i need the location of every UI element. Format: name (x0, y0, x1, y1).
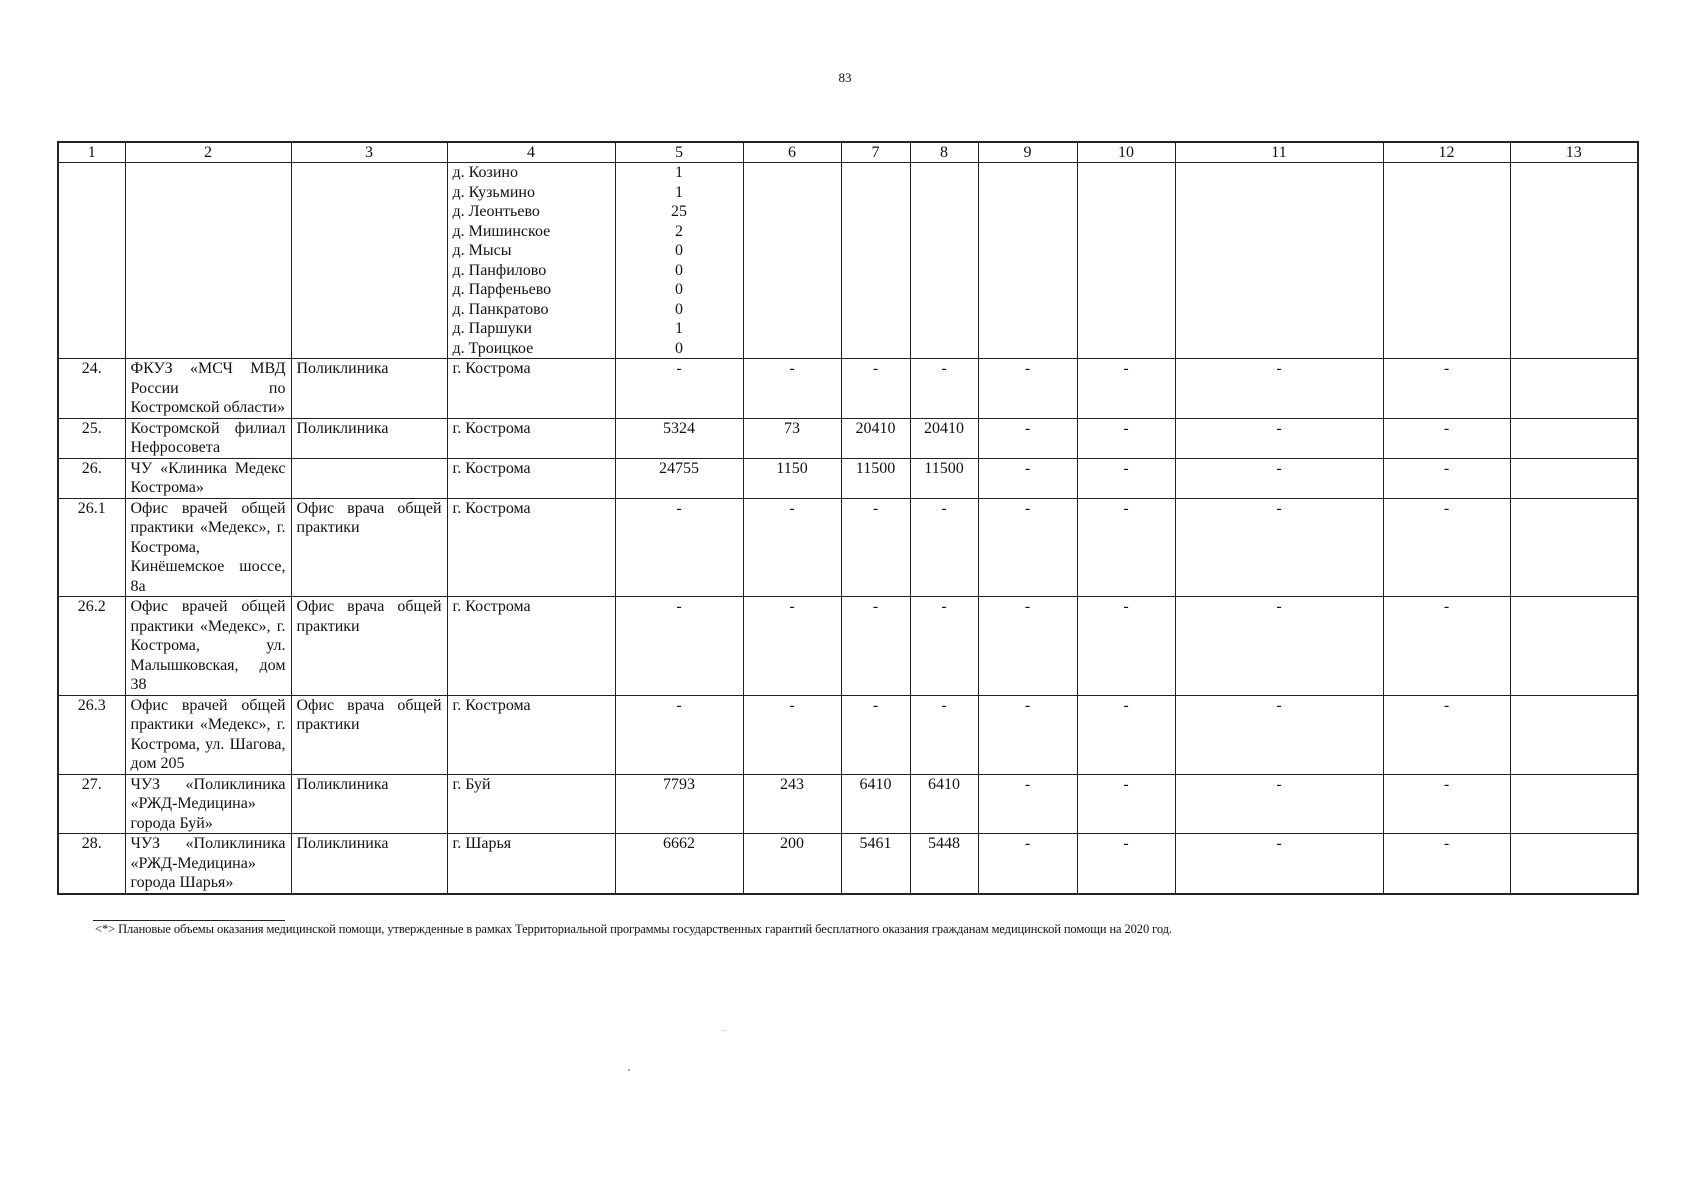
location: г. Кострома (447, 597, 615, 696)
village-value: 0 (675, 242, 683, 259)
row-number: 26.3 (58, 695, 125, 774)
village-name: д. Мишинское (452, 222, 551, 240)
col10-value: - (1077, 597, 1175, 696)
organization-name: ФКУЗ «МСЧ МВД России по Костромской области» (125, 359, 291, 419)
village-name: д. Троицкое (452, 339, 534, 357)
village-value: 0 (675, 339, 683, 357)
col12-value: - (1383, 774, 1510, 834)
village-value: 0 (675, 300, 683, 318)
facility-type (291, 458, 447, 498)
facility-type: Поликлиника (291, 418, 447, 458)
column-header-12: 12 (1383, 142, 1510, 163)
col7-value: - (841, 359, 910, 419)
table-row (58, 418, 1638, 458)
village-name: д. Паршуки (452, 320, 532, 337)
facility-type: Офис врача общей практики (291, 597, 447, 696)
col12-value: - (1383, 695, 1510, 774)
col10-value: - (1077, 418, 1175, 458)
col9-value: - (978, 498, 1077, 597)
col13-value (1510, 695, 1638, 774)
col5-value: 5324 (615, 418, 743, 458)
organization-name: ЧУ «Клиника Медекс Кострома» (125, 458, 291, 498)
col6-value: 200 (743, 834, 841, 894)
column-header-2: 2 (125, 142, 291, 163)
row-number: 24. (58, 359, 125, 419)
scan-speck (724, 1030, 725, 1031)
col8-value: - (910, 695, 978, 774)
col7-value: - (841, 498, 910, 597)
village-value: 1 (675, 320, 683, 337)
village-value: 1 (675, 183, 683, 201)
col10-value: - (1077, 774, 1175, 834)
continuation-name-cell (125, 163, 291, 359)
col10-value: - (1077, 458, 1175, 498)
row-number: 26. (58, 458, 125, 498)
location: г. Кострома (447, 695, 615, 774)
village-name: д. Мысы (452, 242, 512, 259)
facility-type: Поликлиника (291, 834, 447, 894)
col9-value: - (978, 695, 1077, 774)
village-list (447, 163, 615, 359)
col13-value (1510, 418, 1638, 458)
table-row (58, 458, 1638, 498)
column-header-9: 9 (978, 142, 1077, 163)
col8-value: - (910, 498, 978, 597)
col12-value: - (1383, 498, 1510, 597)
village-name: д. Леонтьево (452, 203, 540, 220)
village-values (615, 163, 743, 359)
column-header-11: 11 (1175, 142, 1383, 163)
col11-value: - (1175, 834, 1383, 894)
col8-value: - (910, 597, 978, 696)
facility-type: Офис врача общей практики (291, 498, 447, 597)
col6-value: - (743, 498, 841, 597)
table-row (58, 695, 1638, 774)
col9-value: - (978, 597, 1077, 696)
village-name: д. Козино (452, 164, 518, 181)
table-body (58, 163, 1638, 894)
col7-value: - (841, 597, 910, 696)
col5-value: 7793 (615, 774, 743, 834)
organization-name: Офис врачей общей практики «Медекс», г. Кострома, Кинёшемское шоссе, 8а (125, 498, 291, 597)
header-row (58, 142, 1638, 163)
col13-value (1510, 498, 1638, 597)
col9-value: - (978, 774, 1077, 834)
column-header-7: 7 (841, 142, 910, 163)
col11-value: - (1175, 597, 1383, 696)
col13-value (1510, 597, 1638, 696)
column-header-6: 6 (743, 142, 841, 163)
col10-value: - (1077, 834, 1175, 894)
col12-value: - (1383, 359, 1510, 419)
col10-value: - (1077, 498, 1175, 597)
col12-value: - (1383, 597, 1510, 696)
col13-value (1510, 359, 1638, 419)
col6-value: - (743, 695, 841, 774)
facility-type: Поликлиника (291, 774, 447, 834)
continuation-num-cell (58, 163, 125, 359)
column-header-1: 1 (58, 142, 125, 163)
col9-value: - (978, 458, 1077, 498)
table-row (58, 498, 1638, 597)
row-number: 27. (58, 774, 125, 834)
village-value: 0 (675, 261, 683, 279)
village-name: д. Панкратово (452, 300, 549, 318)
organization-name: Костромской филиал Нефросовета (125, 418, 291, 458)
location: г. Кострома (447, 498, 615, 597)
page-number: 83 (838, 70, 852, 85)
col5-value: - (615, 498, 743, 597)
column-header-10: 10 (1077, 142, 1175, 163)
col7-value: 20410 (841, 418, 910, 458)
organization-name: Офис врачей общей практики «Медекс», г. Кострома, ул. Шагова, дом 205 (125, 695, 291, 774)
column-header-4: 4 (447, 142, 615, 163)
col7-value: 5461 (841, 834, 910, 894)
col9-value: - (978, 359, 1077, 419)
col11-value: - (1175, 498, 1383, 597)
col5-value: - (615, 695, 743, 774)
village-value: 0 (675, 281, 683, 298)
col6-value: - (743, 597, 841, 696)
col6-value: - (743, 359, 841, 419)
col11-value: - (1175, 458, 1383, 498)
col5-value: 6662 (615, 834, 743, 894)
column-header-13: 13 (1510, 142, 1638, 163)
location: г. Шарья (447, 834, 615, 894)
location: г. Кострома (447, 458, 615, 498)
col9-value: - (978, 418, 1077, 458)
col12-value: - (1383, 418, 1510, 458)
col6-value: 1150 (743, 458, 841, 498)
table-row (58, 359, 1638, 419)
location: г. Кострома (447, 359, 615, 419)
organization-name: ЧУЗ «Поликлиника «РЖД-Медицина» города Шарья» (125, 834, 291, 894)
col5-value: - (615, 359, 743, 419)
data-table (57, 141, 1639, 895)
col13-value (1510, 458, 1638, 498)
row-number: 26.1 (58, 498, 125, 597)
organization-name: Офис врачей общей практики «Медекс», г. Кострома, ул. Малышковская, дом 38 (125, 597, 291, 696)
col7-value: 11500 (841, 458, 910, 498)
col12-value: - (1383, 458, 1510, 498)
col9-value: - (978, 834, 1077, 894)
footnote: <*> Плановые объемы оказания медицинской помощи, утвержденные в рамках Территориальной программы государственных гарантий бесплатного оказания гражданам медицинской помощи на 2020 год. (95, 922, 1172, 936)
village-value: 2 (675, 222, 683, 240)
col7-value: 6410 (841, 774, 910, 834)
village-name: д. Кузьмино (452, 183, 535, 201)
col8-value: 5448 (910, 834, 978, 894)
column-header-5: 5 (615, 142, 743, 163)
col10-value: - (1077, 695, 1175, 774)
col13-value (1510, 774, 1638, 834)
facility-type: Офис врача общей практики (291, 695, 447, 774)
organization-name: ЧУЗ «Поликлиника «РЖД-Медицина» города Буй» (125, 774, 291, 834)
table-row (58, 774, 1638, 834)
facility-type: Поликлиника (291, 359, 447, 419)
column-header-3: 3 (291, 142, 447, 163)
row-number: 26.2 (58, 597, 125, 696)
row-number: 25. (58, 418, 125, 458)
continuation-row (58, 163, 1638, 359)
col8-value: 11500 (910, 458, 978, 498)
location: г. Кострома (447, 418, 615, 458)
village-name: д. Парфеньево (452, 281, 552, 298)
village-name: д. Панфилово (452, 261, 547, 279)
col6-value: 73 (743, 418, 841, 458)
scan-speck (628, 1069, 630, 1071)
col11-value: - (1175, 774, 1383, 834)
col5-value: 24755 (615, 458, 743, 498)
col12-value: - (1383, 834, 1510, 894)
table-row (58, 597, 1638, 696)
location: г. Буй (447, 774, 615, 834)
col8-value: - (910, 359, 978, 419)
col8-value: 20410 (910, 418, 978, 458)
table-row (58, 834, 1638, 894)
col11-value: - (1175, 418, 1383, 458)
col5-value: - (615, 597, 743, 696)
col11-value: - (1175, 359, 1383, 419)
col6-value: 243 (743, 774, 841, 834)
footnote-rule (93, 920, 285, 921)
col11-value: - (1175, 695, 1383, 774)
column-header-8: 8 (910, 142, 978, 163)
row-number: 28. (58, 834, 125, 894)
col7-value: - (841, 695, 910, 774)
col8-value: 6410 (910, 774, 978, 834)
col13-value (1510, 834, 1638, 894)
village-value: 25 (671, 203, 687, 220)
continuation-type-cell (291, 163, 447, 359)
village-value: 1 (675, 164, 683, 181)
col10-value: - (1077, 359, 1175, 419)
